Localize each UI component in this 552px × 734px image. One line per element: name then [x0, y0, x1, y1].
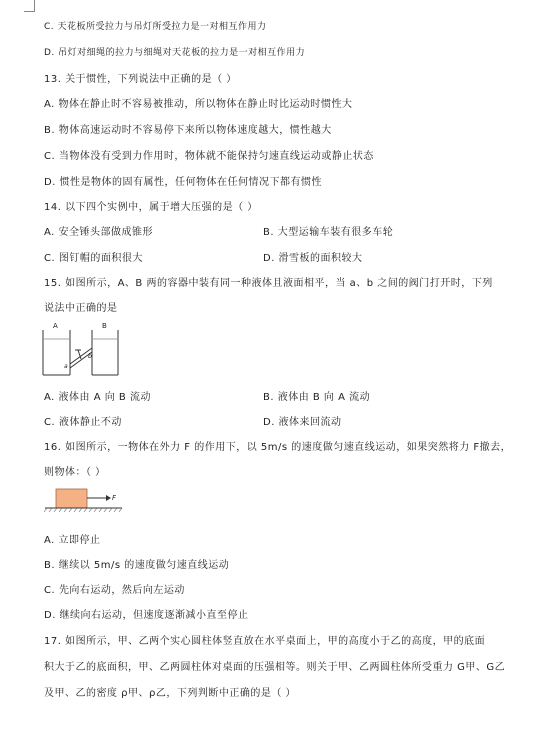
- q16-option-b: B. 继续以 5m/s 的速度做匀速直线运动: [44, 560, 230, 571]
- q13-option-c: C. 当物体没有受到力作用时，物体就不能保持匀速直线运动或静止状态: [44, 151, 374, 162]
- connected-containers-figure: [40, 320, 124, 378]
- q14-option-a: A. 安全锤头部做成锥形: [44, 227, 154, 238]
- q16-stem-line2: 则物体：（ ）: [44, 467, 106, 478]
- q16-option-d: D. 继续向右运动，但速度逐渐减小直至停止: [44, 610, 249, 621]
- figure-point-a: a: [64, 363, 68, 370]
- q14-stem: 14. 以下四个实例中，属于增大压强的是（ ）: [44, 202, 258, 213]
- q13-stem: 13. 关于惯性，下列说法中正确的是（ ）: [44, 74, 237, 85]
- figure-point-b: b: [88, 353, 92, 360]
- page-corner-mark: [34, 0, 35, 11]
- q17-stem-line1: 17. 如图所示，甲、乙两个实心圆柱体竖直放在水平桌面上，甲的高度小于乙的高度，甲的底面: [44, 636, 486, 647]
- q16-option-a: A. 立即停止: [44, 535, 101, 546]
- q15-option-b: B. 液体由 B 向 A 流动: [263, 392, 371, 403]
- force-label: F: [112, 494, 117, 502]
- q13-option-a: A. 物体在静止时不容易被推动，所以物体在静止时比运动时惯性大: [44, 99, 353, 110]
- block-shape: [56, 489, 87, 508]
- q12-option-d: D. 吊灯对细绳的拉力与细绳对天花板的拉力是一对相互作用力: [44, 48, 306, 58]
- figure-label-b: B: [102, 322, 107, 330]
- q15-option-c: C. 液体静止不动: [44, 417, 122, 428]
- q14-option-c: C. 图钉帽的面积很大: [44, 253, 143, 264]
- q12-option-c: C. 天花板所受拉力与吊灯所受拉力是一对相互作用力: [44, 22, 267, 32]
- q14-option-b: B. 大型运输车装有很多车轮: [263, 227, 394, 238]
- block-force-figure: [42, 486, 132, 514]
- q16-stem-line1: 16. 如图所示，一物体在外力 F 的作用下，以 5m/s 的速度做匀速直线运动，如果突然将力 F撤去，: [44, 442, 512, 453]
- q15-option-a: A. 液体由 A 向 B 流动: [44, 392, 151, 403]
- q16-option-c: C. 先向右运动，然后向左运动: [44, 585, 185, 596]
- q14-option-d: D. 滑雪板的面积较大: [263, 253, 363, 264]
- q13-option-d: D. 惯性是物体的固有属性，任何物体在任何情况下都有惯性: [44, 177, 323, 188]
- q15-stem-line2: 说法中正确的是: [44, 303, 118, 314]
- q15-option-d: D. 液体来回流动: [263, 417, 342, 428]
- figure-label-a: A: [53, 322, 58, 330]
- q17-stem-line3: 及甲、乙的密度 ρ甲、ρ乙，下列判断中正确的是（ ）: [44, 688, 297, 699]
- q17-stem-line2: 积大于乙的底面积，甲、乙两圆柱体对桌面的压强相等。则关于甲、乙两圆柱体所受重力 G甲、G乙: [44, 662, 506, 673]
- q15-stem-line1: 15. 如图所示，A、B 两的容器中装有同一种液体且液面相平，当 a、b 之间的阀门打开时，下列: [44, 278, 493, 289]
- page-corner-mark: [24, 11, 35, 12]
- q13-option-b: B. 物体高速运动时不容易停下来所以物体速度越大，惯性越大: [44, 125, 332, 136]
